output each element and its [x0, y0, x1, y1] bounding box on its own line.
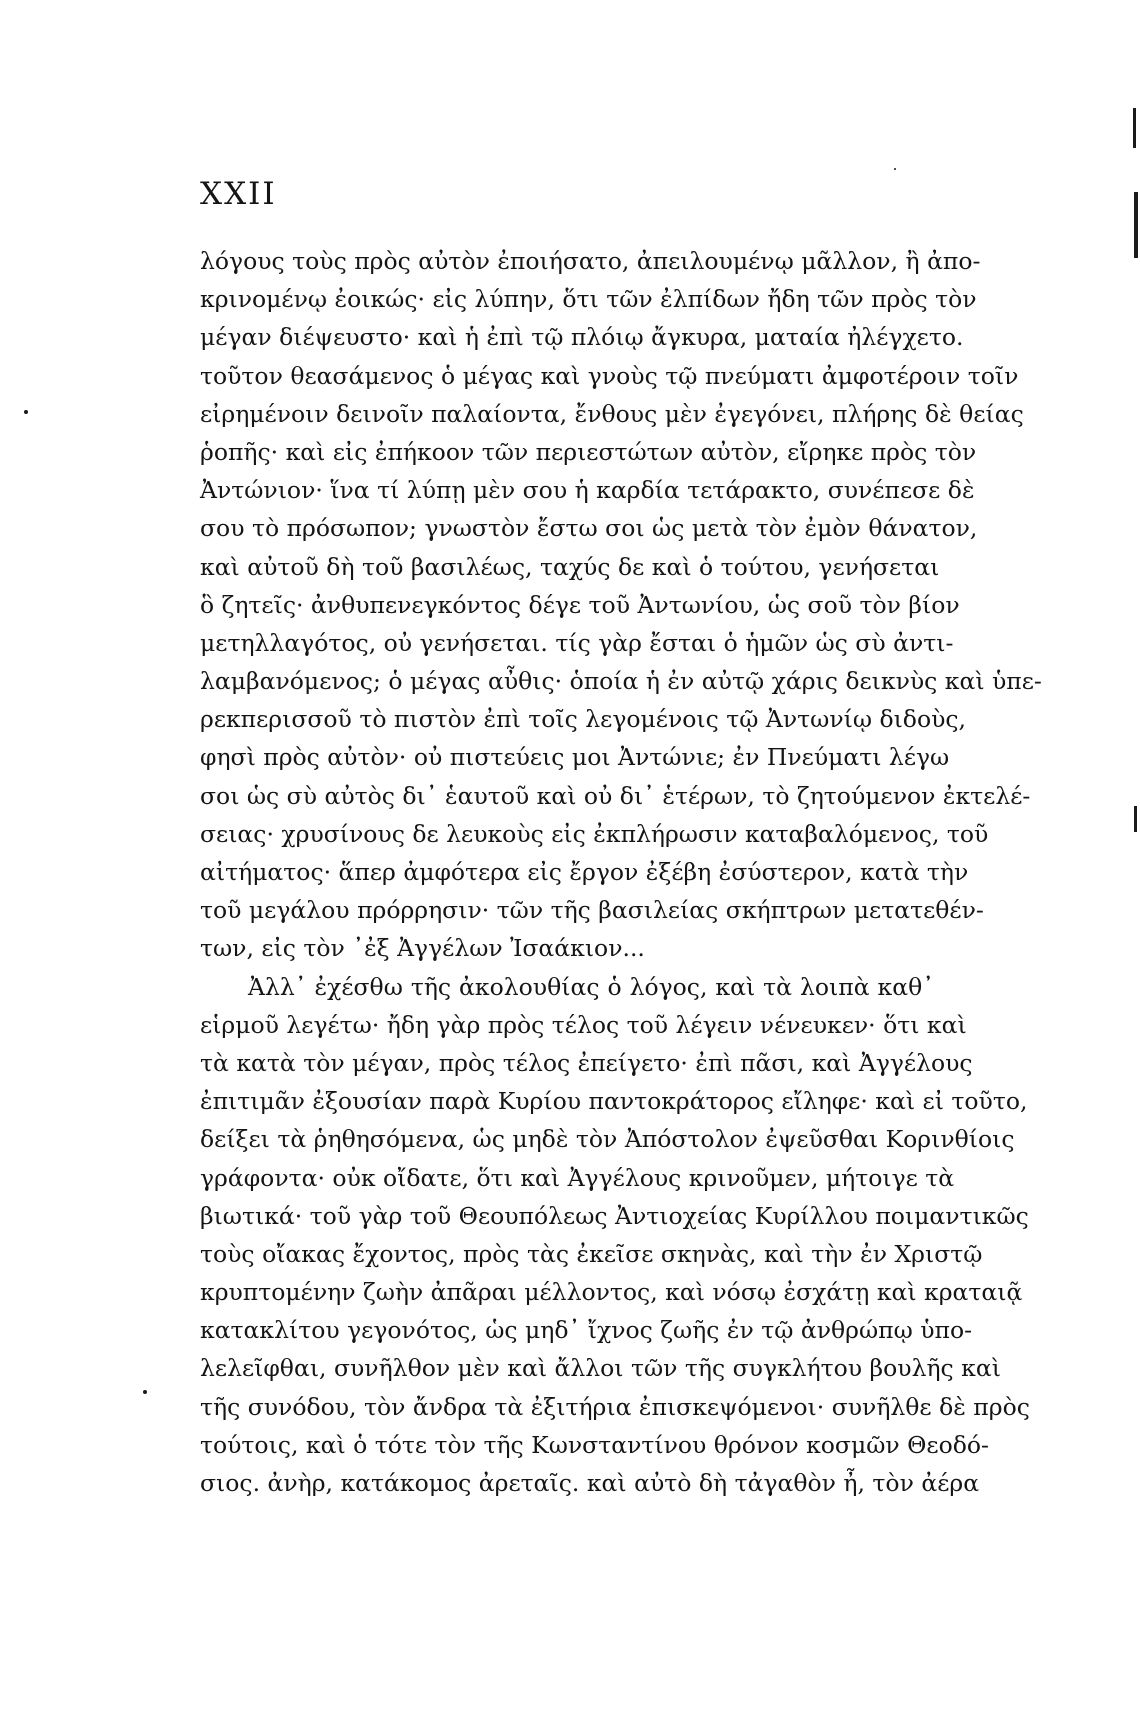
text-line: φησὶ πρὸς αὐτὸν· οὐ πιστεύεις μοι Ἀντώνιε; ἐν Πνεύματι λέγω: [200, 743, 950, 772]
body-text: [200, 242, 1042, 1502]
text-line: ῥοπῆς· καὶ εἰς ἐπήκοον τῶν περιεστώτων αὐτὸν, εἴρηκε πρὸς τὸν: [200, 437, 977, 466]
scan-edge-mark: [1134, 806, 1137, 832]
text-line: τοῦ μεγάλου πρόρρησιν· τῶν τῆς βασιλείας σκήπτρων μετατεθέν-: [200, 896, 984, 925]
text-line: εἱρμοῦ λεγέτω· ἤδη γὰρ πρὸς τέλος τοῦ λέγειν νένευκεν· ὅτι καὶ: [200, 1010, 967, 1039]
text-line: Ἀντώνιον· ἵνα τί λύπῃ μὲν σου ἡ καρδία τετάρακτο, συνέπεσε δὲ: [200, 476, 975, 505]
text-line: τὰ κατὰ τὸν μέγαν, πρὸς τέλος ἐπείγετο· ἐπὶ πᾶσι, καὶ Ἀγγέλους: [200, 1048, 973, 1077]
text-line: μετηλλαγότος, οὐ γενήσεται. τίς γὰρ ἔσται ὁ ἡμῶν ὡς σὺ ἀντι-: [200, 628, 954, 657]
text-line: σοι ὡς σὺ αὐτὸς δι᾽ ἑαυτοῦ καὶ οὐ δι᾽ ἑτέρων, τὸ ζητούμενον ἐκτελέ-: [200, 781, 1031, 810]
text-line: γράφοντα· οὐκ οἴδατε, ὅτι καὶ Ἀγγέλους κρινοῦμεν, μήτοιγε τὰ: [200, 1163, 955, 1192]
text-line: δείξει τὰ ῥηθησόμενα, ὡς μηδὲ τὸν Ἀπόστολον ἐψεῦσθαι Κορινθίοις: [200, 1125, 1015, 1154]
text-line: Ἀλλ᾽ ἐχέσθω τῆς ἀκολουθίας ὁ λόγος, καὶ τὰ λοιπὰ καθ᾽: [248, 972, 934, 1001]
text-line: λόγους τοὺς πρὸς αὐτὸν ἐποιήσατο, ἀπειλουμένῳ μᾶλλον, ἢ ἀπο-: [200, 247, 981, 275]
scan-edge-mark: [1133, 108, 1136, 148]
text-line: βιωτικά· τοῦ γὰρ τοῦ Θεουπόλεως Ἀντιοχείας Κυρίλλου ποιμαντικῶς: [200, 1201, 1029, 1230]
text-line: των, εἰς τὸν ᾽ἐξ Ἀγγέλων Ἰσαάκιον...: [200, 934, 645, 963]
text-line: εἰρημένοιν δεινοῖν παλαίοντα, ἔνθους μὲν ἐγεγόνει, πλήρης δὲ θείας: [200, 399, 1024, 428]
text-line: τοῦτον θεασάμενος ὁ μέγας καὶ γνοὺς τῷ πνεύματι ἀμφοτέροιν τοῖν: [200, 361, 1019, 390]
page-number: XXII: [200, 176, 277, 212]
text-line: κρινομένῳ ἐοικώς· εἰς λύπην, ὅτι τῶν ἐλπίδων ἤδη τῶν πρὸς τὸν: [200, 285, 977, 314]
scan-speck: [24, 410, 28, 414]
text-line: κρυπτομένην ζωὴν ἀπᾶραι μέλλοντος, καὶ νόσῳ ἐσχάτῃ καὶ κραταιᾷ: [200, 1278, 1023, 1307]
text-line: τούτοις, καὶ ὁ τότε τὸν τῆς Κωνσταντίνου θρόνον κοσμῶν Θεοδό-: [200, 1430, 989, 1459]
text-line: λαμβανόμενος; ὁ μέγας αὖθις· ὁποία ἡ ἐν αὐτῷ χάρις δεικνὺς καὶ ὑπε-: [200, 667, 1042, 696]
text-line: λελεῖφθαι, συνῆλθον μὲν καὶ ἄλλοι τῶν τῆς συγκλήτου βουλῆς καὶ: [200, 1354, 1001, 1383]
text-line: καὶ αὐτοῦ δὴ τοῦ βασιλέως, ταχύς δε καὶ ὁ τούτου, γενήσεται: [200, 552, 940, 581]
text-line: μέγαν διέψευστο· καὶ ἡ ἐπὶ τῷ πλόιῳ ἄγκυρα, ματαία ἠλέγχετο.: [200, 323, 964, 352]
text-line: τῆς συνόδου, τὸν ἄνδρα τὰ ἐξιτήρια ἐπισκεψόμενοι· συνῆλθε δὲ πρὸς: [200, 1392, 1030, 1421]
text-line: κατακλίτου γεγονότος, ὡς μηδ᾽ ἴχνος ζωῆς ἐν τῷ ἀνθρώπῳ ὑπο-: [200, 1316, 973, 1345]
scan-edge-mark: [1134, 192, 1138, 258]
text-line: ἐπιτιμᾶν ἐξουσίαν παρὰ Κυρίου παντοκράτορος εἴληφε· καὶ εἰ τοῦτο,: [200, 1087, 1028, 1116]
text-line: σειας· χρυσίνους δε λευκοὺς εἰς ἐκπλήρωσιν καταβαλόμενος, τοῦ: [200, 819, 989, 848]
text-line: τοὺς οἴακας ἔχοντος, πρὸς τὰς ἐκεῖσε σκηνὰς, καὶ τὴν ἐν Χριστῷ: [200, 1239, 983, 1268]
text-line: σιος. ἀνὴρ, κατάκομος ἀρεταῖς. καὶ αὐτὸ δὴ τἀγαθὸν ἦ, τὸν ἀέρα: [200, 1469, 980, 1497]
scan-speck: [894, 168, 896, 170]
text-line: ρεκπερισσοῦ τὸ πιστὸν ἐπὶ τοῖς λεγομένοις τῷ Ἀντωνίῳ διδοὺς,: [200, 705, 967, 734]
scan-speck: [143, 1390, 147, 1394]
text-line: ὃ ζητεῖς· ἀνθυπενεγκόντος δέγε τοῦ Ἀντωνίου, ὡς σοῦ τὸν βίον: [200, 590, 960, 619]
text-line: σου τὸ πρόσωπον; γνωστὸν ἔστω σοι ὡς μετὰ τὸν ἐμὸν θάνατον,: [200, 514, 978, 543]
text-line: αἰτήματος· ἅπερ ἀμφότερα εἰς ἔργον ἐξέβη ἐσύστερον, κατὰ τὴν: [200, 858, 969, 886]
